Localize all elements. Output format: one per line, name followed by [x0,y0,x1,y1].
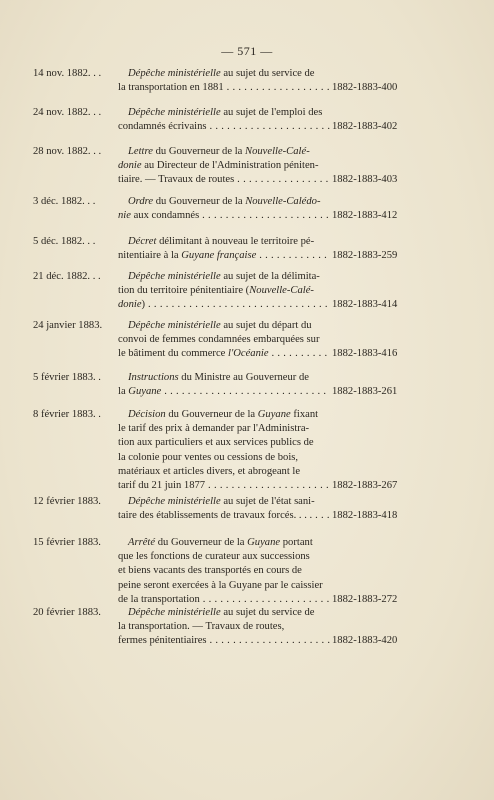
entry-description [118,195,330,223]
text: peine seront exercées à la Guyane par le caissier [118,579,323,591]
italic-text: Décret [128,236,157,247]
description-line [118,173,330,187]
entry-reference: 1882-1883-403 [332,174,398,186]
text: au sujet du service de [220,68,315,79]
text: au sujet de l'emploi des [220,107,323,118]
description-line [118,606,330,620]
description-line [118,479,330,493]
description-line [118,333,330,347]
italic-text: Guyane française [181,250,257,262]
text: condamnés écrivains [118,121,207,133]
entry-date: 5 déc. 1882. . . [33,236,96,247]
description-line [118,319,330,333]
italic-text: Dépêche ministérielle [128,107,221,118]
entry-date: 5 février 1883. . [33,372,101,383]
italic-text: Lettre [128,146,153,157]
description-line [118,249,330,263]
entry-date: 8 février 1883. . [33,409,101,420]
entry-reference: 1882-1883-416 [332,348,398,360]
entry-date: 24 nov. 1882. . . [33,107,102,118]
entry-date: 14 nov. 1882. . . [33,68,102,79]
text: portant [280,537,313,548]
text: la [118,386,129,398]
text: fermes pénitentiaires [118,635,207,647]
entry-reference: 1882-1883-267 [332,480,398,491]
text: tarif du 21 juin 1877 [118,480,206,492]
text: tion du territoire pénitentiaire ( [118,285,250,297]
text: la transportation. — Travaux de routes, [118,621,285,633]
italic-text: donie [118,299,142,311]
description-line [118,408,330,422]
italic-text: donie [118,160,142,172]
entry-description [118,495,330,523]
text: au sujet du départ du [220,320,312,331]
entry-date: 20 février 1883. [33,607,101,618]
page-number: — 571 — [221,44,273,58]
text: de la transportation [118,593,200,605]
description-line [118,371,330,385]
text: et biens vacants des transportés en cours de [118,565,302,577]
entry-reference: 1882-1883-261 [332,386,398,398]
description-line [118,436,330,450]
description-line [118,235,330,249]
entry-description [118,371,330,399]
text: taire des établissements de travaux forcés. . . . [118,510,313,522]
text: au sujet de l'état sani- [220,496,315,507]
entry-reference: 1882-1883-400 [332,82,398,94]
entry-description [118,536,330,607]
entry-reference: 1882-1883-412 [332,210,398,222]
entry-reference: 1882-1883-259 [332,250,398,262]
italic-text: Décision [128,409,166,420]
entry-date: 12 février 1883. [33,496,101,507]
italic-text: Guyane [128,386,162,398]
text: convoi de femmes condamnées embarquées sur [118,334,320,346]
entry-description [118,145,330,188]
description-line [118,495,330,509]
text: au Directeur de l'Administration péniten- [141,160,319,172]
text: du Gouverneur de la [152,146,245,157]
text: tion aux particuliers et aux services publics de [118,437,314,449]
description-line [118,620,330,634]
entry-date: 28 nov. 1882. . . [33,146,102,157]
italic-text: Nouvelle-Calé- [245,146,310,157]
entry-description [118,270,330,313]
italic-text: l'Océanie [228,348,269,360]
text: du Gouverneur de la [165,409,258,420]
text: la colonie pour ventes ou cessions de bois, [118,451,299,463]
text: fixant [290,409,319,420]
text: la transportation en 1881 [118,82,224,94]
entry-reference: 1882-1883-420 [332,635,398,647]
text: du Gouverneur de la [155,537,248,548]
description-line [118,195,330,209]
description-line [118,564,330,578]
description-line [118,209,330,223]
description-line [118,385,330,399]
italic-text: nie [118,210,131,222]
italic-text: Arrêté [128,537,156,548]
text: le tarif des prix à demander par l'Administra- [118,423,310,435]
text: au sujet du service de [220,607,315,618]
italic-text: Nouvelle-Calédo- [245,196,321,207]
entry-date: 3 déc. 1882. . . [33,196,96,207]
italic-text: Dépêche ministérielle [128,68,221,79]
description-line [118,159,330,173]
entry-description [118,67,330,95]
italic-text: Dépêche ministérielle [128,271,221,282]
description-line [118,145,330,159]
description-line [118,451,330,465]
description-line [118,120,330,134]
description-line [118,67,330,81]
description-line [118,81,330,95]
text: aux condamnés [130,210,200,222]
text: que les fonctions de curateur aux successions [118,551,310,563]
description-line [118,284,330,298]
italic-text: Nouvelle-Calé- [249,285,314,297]
entry-description [118,606,330,649]
text: du Gouverneur de la [153,196,246,207]
entry-description [118,408,330,493]
entry-date: 21 déc. 1882. . . [33,271,101,282]
entry-reference: 1882-1883-418 [332,510,398,522]
italic-text: Dépêche ministérielle [128,607,221,618]
description-line [118,593,330,607]
entry-date: 15 février 1883. [33,537,101,548]
description-line [118,550,330,564]
description-line [118,509,330,523]
description-line [118,422,330,436]
description-line [118,347,330,361]
description-line [118,465,330,479]
entry-date: 24 janvier 1883. [33,320,103,331]
text: nitentiaire à la [118,250,182,262]
italic-text: Dépêche ministérielle [128,496,221,507]
text: tiaire. — Travaux de routes [118,174,235,186]
italic-text: Instructions [128,372,179,383]
description-line [118,270,330,284]
entry-reference: 1882-1883-402 [332,121,398,133]
text: délimitant à nouveau le territoire pé- [156,236,315,247]
text: matériaux et articles divers, et abrogeant le [118,465,301,477]
italic-text: Guyane [247,537,281,548]
entry-description [118,106,330,134]
text: le bâtiment du commerce [118,348,229,360]
entry-reference: 1882-1883-272 [332,593,398,605]
entry-description [118,319,330,362]
description-line [118,634,330,648]
text: ) [141,299,146,311]
text: du Ministre au Gouverneur de [178,372,309,383]
text: au sujet de la délimita- [220,271,320,282]
description-line [118,298,330,312]
italic-text: Guyane [257,409,291,420]
italic-text: Dépêche ministérielle [128,320,221,331]
entry-reference: 1882-1883-414 [332,299,398,311]
description-line [118,106,330,120]
italic-text: Ordre [128,196,154,207]
entry-description [118,235,330,263]
description-line [118,579,330,593]
description-line [118,536,330,550]
